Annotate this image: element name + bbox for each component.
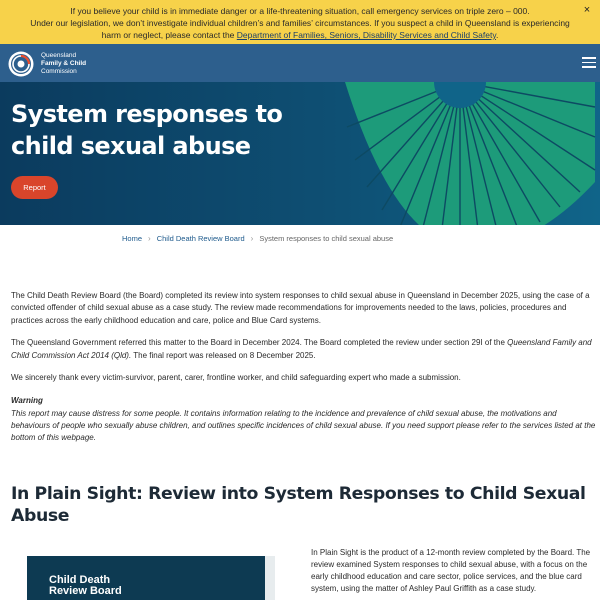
alert-line-1: If you believe your child is in immediate danger or a life-threatening situation, call emergency services on triple zero – 000. [70,6,530,16]
emergency-alert-banner [0,0,600,44]
qfcc-logo-icon[interactable] [8,51,34,77]
logo-wordmark[interactable]: Queensland Family & Child Commission [41,52,87,75]
hero-banner [0,82,600,225]
chevron-right-icon: › [250,234,254,243]
alert-line-2: Under our legislation, we don’t investigate individual children’s and families’ circumstances. If you suspect a child in Queensland is experiencing harm or neglect, please contact the Department of Families, Seniors, Disability Services and Child Safety. [30,18,570,40]
page-title: System responses to child sexual abuse [11,100,283,160]
breadcrumb-current: System responses to child sexual abuse [259,234,394,243]
intro-content [11,290,596,455]
chevron-right-icon: › [148,234,151,243]
report-cover-image[interactable] [27,556,275,600]
breadcrumb-home[interactable]: Home [122,234,143,243]
warning-title: Warning [11,396,43,406]
intro-paragraph-1: The Child Death Review Board (the Board) completed its review into system responses to child sexual abuse in Queensland in December 2025, using the case of a convicted offender of child sexual abuse as a case study. The review made recommendations for improvements needed to the laws, policies, procedures and practices across the early childhood education and care, police and Blue Card systems. [11,291,590,325]
hamburger-menu-icon[interactable] [582,57,596,69]
close-icon[interactable]: × [583,4,591,16]
cover-title: Child Death Review Board [49,574,122,597]
warning-body: This report may cause distress for some people. It contains information relating to the incidence and prevalence of child sexual abuse, the motivations and behaviours of people who sexually abuse children, and outlines specific incidences of child sexual abuse. If you need support please refer to the services listed at the bottom of this webpage. [11,408,596,443]
report-button[interactable]: Report [11,176,58,199]
section-heading: In Plain Sight: Review into System Responses to Child Sexual Abuse [11,484,586,526]
site-header [0,44,600,82]
report-description: In Plain Sight is the product of a 12-month review completed by the Board. The review examined System responses to child sexual abuse, with a focus on the early childhood education and care sector, police services, and the blue card system, using the matter of Ashley Paul Griffith as a case study. [311,548,591,593]
intro-paragraph-3: We sincerely thank every victim-survivor, parent, carer, frontline worker, and child safeguarding expert who made a submission. [11,373,461,383]
intro-paragraph-2: The Queensland Government referred this matter to the Board in December 2024. The Board completed the review under section 29I of the Queensland Family and Child Commission Act 2014 (Qld). The final report was released on 8 December 2025. [11,338,592,360]
department-link[interactable]: Department of Families, Seniors, Disability Services and Child Safety [236,30,496,40]
breadcrumb [122,234,393,244]
fan-graphic [335,82,600,225]
breadcrumb-parent[interactable]: Child Death Review Board [156,234,245,243]
